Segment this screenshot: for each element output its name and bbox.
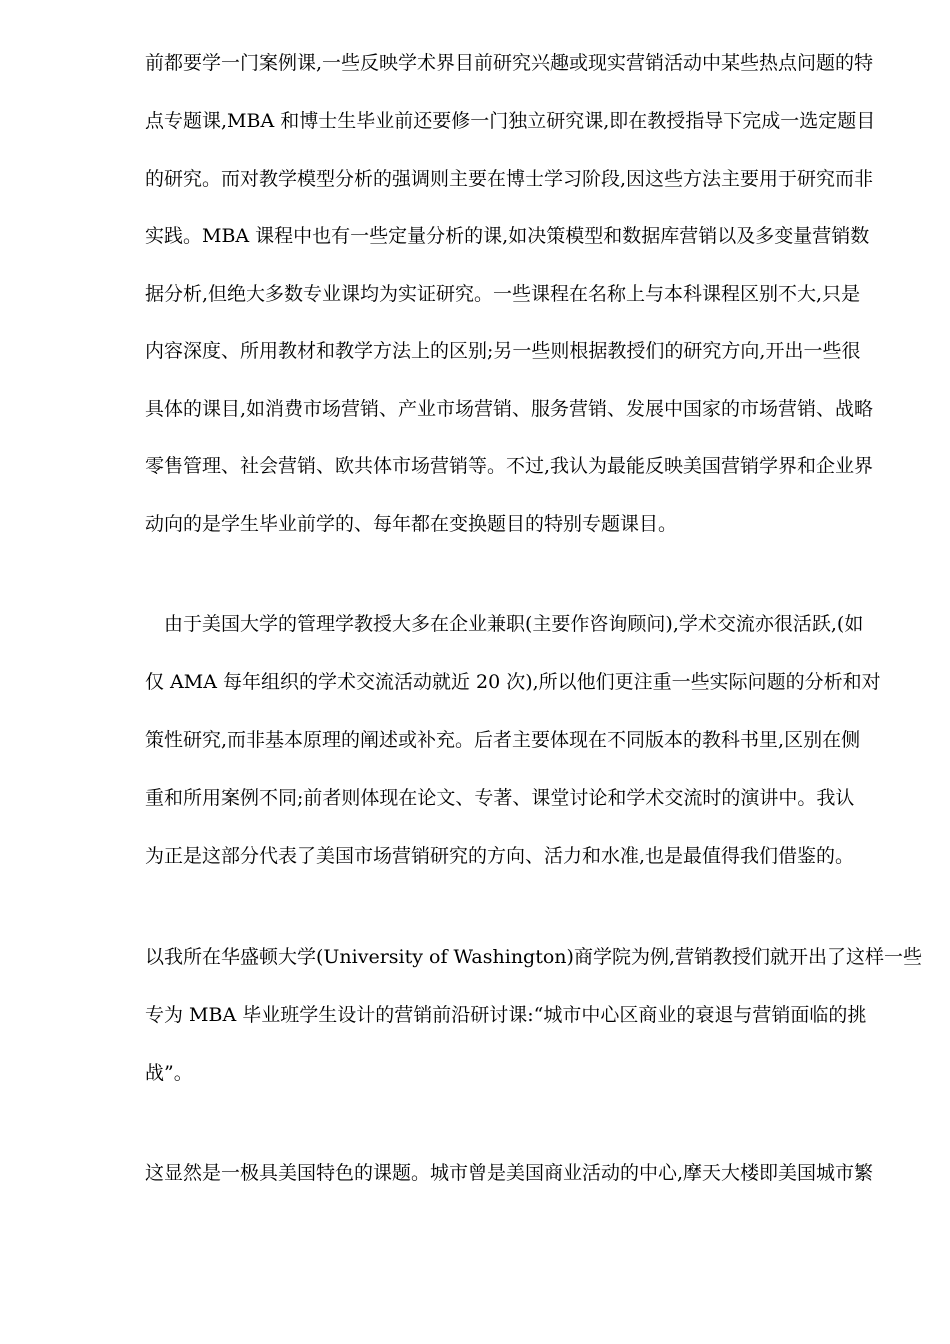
text-line: 由于美国大学的管理学教授大多在企业兼职(主要作咨询顾问),学术交流亦很活跃,(如 [145,613,864,635]
text-line: 实践。MBA 课程中也有一些定量分析的课,如决策模型和数据库营销以及多变量营销数 [145,225,870,247]
text-line: 为正是这部分代表了美国市场营销研究的方向、活力和水准,也是最值得我们借鉴的。 [145,845,855,867]
text-line: 战”。 [145,1062,193,1084]
text-line: 重和所用案例不同;前者则体现在论文、专著、课堂讨论和学术交流时的演讲中。我认 [145,787,855,809]
text-line: 策性研究,而非基本原理的阐述或补充。后者主要体现在不同版本的教科书里,区别在侧 [145,729,861,751]
text-line: 内容深度、所用教材和教学方法上的区别;另一些则根据教授们的研究方向,开出一些很 [145,340,861,362]
text-line: 专为 MBA 毕业班学生设计的营销前沿研讨课:“城市中心区商业的衰退与营销面临的挑 [145,1004,867,1026]
text-line: 点专题课,MBA 和博士生毕业前还要修一门独立研究课,即在教授指导下完成一选定题目 [145,110,876,132]
text-line: 以我所在华盛顿大学(University of Washington)商学院为例,营销教授们就开出了这样一些 [145,946,922,968]
text-line: 具体的课目,如消费市场营销、产业市场营销、服务营销、发展中国家的市场营销、战略 [145,398,874,420]
text-line: 动向的是学生毕业前学的、每年都在变换题目的特别专题课目。 [145,513,678,535]
text-line: 的研究。而对教学模型分析的强调则主要在博士学习阶段,因这些方法主要用于研究而非 [145,168,874,190]
text-line: 据分析,但绝大多数专业课均为实证研究。一些课程在名称上与本科课程区别不大,只是 [145,283,861,305]
text-line: 这显然是一极具美国特色的课题。城市曾是美国商业活动的中心,摩天大楼即美国城市繁 [145,1162,874,1184]
text-line: 零售管理、社会营销、欧共体市场营销等。不过,我认为最能反映美国营销学界和企业界 [145,455,874,477]
text-line: 前都要学一门案例课,一些反映学术界目前研究兴趣或现实营销活动中某些热点问题的特 [145,52,874,74]
text-line: 仅 AMA 每年组织的学术交流活动就近 20 次),所以他们更注重一些实际问题的分析和对 [145,671,881,693]
